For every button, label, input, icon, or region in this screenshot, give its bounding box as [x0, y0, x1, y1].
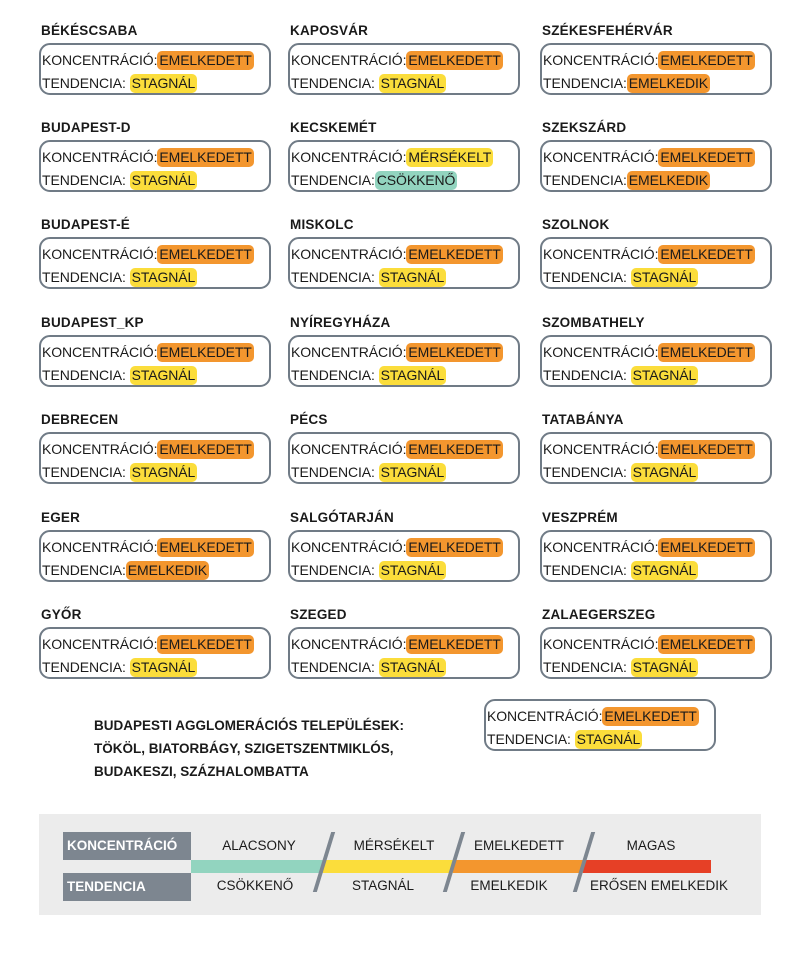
- trend-label: TENDENCIA:: [291, 75, 375, 91]
- trend-badge: STAGNÁL: [380, 659, 445, 675]
- trend-label: TENDENCIA:: [291, 172, 375, 188]
- status-box: [288, 43, 520, 95]
- concentration-row: [42, 633, 269, 656]
- concentration-label: KONCENTRÁCIÓ:: [42, 149, 158, 165]
- status-box: [39, 432, 271, 484]
- trend-row: [543, 72, 770, 95]
- concentration-badge: EMELKEDETT: [408, 344, 501, 360]
- concentration-badge: EMELKEDETT: [159, 441, 252, 457]
- trend-row: [543, 656, 770, 679]
- status-box: [288, 530, 520, 582]
- trend-badge: CSÖKKENŐ: [376, 172, 456, 188]
- city-name: MISKOLC: [290, 217, 354, 232]
- legend-trend-header: TENDENCIA: [63, 873, 191, 901]
- city-name: TATABÁNYA: [542, 412, 624, 427]
- city-card: [39, 119, 275, 192]
- concentration-row: [291, 243, 518, 266]
- concentration-badge: EMELKEDETT: [660, 441, 753, 457]
- concentration-row: [543, 243, 770, 266]
- concentration-badge: EMELKEDETT: [159, 149, 252, 165]
- concentration-badge: EMELKEDETT: [408, 636, 501, 652]
- concentration-label: KONCENTRÁCIÓ:: [543, 52, 659, 68]
- city-card: [288, 606, 524, 679]
- trend-label: TENDENCIA:: [543, 464, 627, 480]
- city-name: SZOLNOK: [542, 217, 610, 232]
- concentration-row: [291, 438, 518, 461]
- city-name: SZEGED: [290, 607, 347, 622]
- city-name: EGER: [41, 510, 81, 525]
- trend-label: TENDENCIA:: [543, 659, 627, 675]
- trend-row: [42, 656, 269, 679]
- trend-row: [42, 72, 269, 95]
- city-card: [39, 606, 275, 679]
- city-name: SZÉKESFEHÉRVÁR: [542, 23, 673, 38]
- status-box: [288, 627, 520, 679]
- city-name: VESZPRÉM: [542, 510, 618, 525]
- trend-label: TENDENCIA:: [543, 562, 627, 578]
- trend-row: [42, 559, 269, 582]
- concentration-label: KONCENTRÁCIÓ:: [42, 344, 158, 360]
- trend-label: TENDENCIA:: [42, 367, 126, 383]
- trend-row: [291, 266, 518, 289]
- concentration-row: [42, 438, 269, 461]
- legend-trend-high: ERŐSEN EMELKEDIK: [589, 878, 729, 893]
- status-box: [540, 237, 772, 289]
- agglomeration-description: [94, 714, 404, 783]
- concentration-label: KONCENTRÁCIÓ:: [543, 539, 659, 555]
- trend-badge: STAGNÁL: [380, 562, 445, 578]
- trend-badge: STAGNÁL: [576, 731, 641, 747]
- status-box: [288, 335, 520, 387]
- trend-badge: STAGNÁL: [131, 172, 196, 188]
- trend-row: [291, 364, 518, 387]
- trend-row: [543, 559, 770, 582]
- concentration-row: [291, 49, 518, 72]
- trend-label: TENDENCIA:: [42, 269, 126, 285]
- status-box: [39, 627, 271, 679]
- trend-label: TENDENCIA:: [42, 75, 126, 91]
- trend-label: TENDENCIA:: [543, 269, 627, 285]
- trend-badge: STAGNÁL: [131, 269, 196, 285]
- concentration-row: [42, 49, 269, 72]
- legend-bar-low: [191, 860, 323, 873]
- city-name: SALGÓTARJÁN: [290, 510, 394, 525]
- concentration-badge: EMELKEDETT: [159, 52, 252, 68]
- concentration-badge: EMELKEDETT: [159, 539, 252, 555]
- legend-bar-high: [583, 860, 711, 873]
- city-card: [288, 509, 524, 582]
- trend-badge: EMELKEDIK: [628, 75, 709, 91]
- legend-trend-low: CSÖKKENŐ: [216, 878, 294, 893]
- trend-badge: STAGNÁL: [131, 367, 196, 383]
- city-card: [540, 314, 776, 387]
- city-name: GYŐR: [41, 607, 82, 622]
- concentration-badge: EMELKEDETT: [408, 441, 501, 457]
- concentration-badge: EMELKEDETT: [660, 636, 753, 652]
- city-name: ZALAEGERSZEG: [542, 607, 656, 622]
- status-box: [39, 237, 271, 289]
- concentration-badge: EMELKEDETT: [660, 344, 753, 360]
- legend-trend-elevated: EMELKEDIK: [470, 878, 548, 893]
- city-card: [288, 22, 524, 95]
- concentration-badge: EMELKEDETT: [660, 246, 753, 262]
- city-card: [288, 216, 524, 289]
- trend-badge: STAGNÁL: [131, 75, 196, 91]
- trend-label: TENDENCIA:: [42, 464, 126, 480]
- agglomeration-line: BUDAPESTI AGGLOMERÁCIÓS TELEPÜLÉSEK:: [94, 718, 405, 733]
- city-card: [540, 509, 776, 582]
- concentration-label: KONCENTRÁCIÓ:: [42, 246, 158, 262]
- concentration-badge: EMELKEDETT: [604, 708, 697, 724]
- concentration-label: KONCENTRÁCIÓ:: [543, 246, 659, 262]
- trend-row: [543, 364, 770, 387]
- trend-badge: STAGNÁL: [131, 464, 196, 480]
- concentration-label: KONCENTRÁCIÓ:: [543, 344, 659, 360]
- concentration-label: KONCENTRÁCIÓ:: [42, 636, 158, 652]
- city-name: BUDAPEST-D: [41, 120, 131, 135]
- trend-row: [291, 656, 518, 679]
- trend-badge: STAGNÁL: [380, 75, 445, 91]
- city-name: KECSKEMÉT: [290, 120, 377, 135]
- legend-concentration-low: ALACSONY: [222, 838, 296, 853]
- trend-label: TENDENCIA:: [291, 367, 375, 383]
- trend-badge: EMELKEDIK: [628, 172, 709, 188]
- city-name: NYÍREGYHÁZA: [290, 315, 391, 330]
- city-card: [540, 119, 776, 192]
- concentration-label: KONCENTRÁCIÓ:: [487, 708, 603, 724]
- concentration-row: [543, 633, 770, 656]
- trend-label: TENDENCIA:: [291, 562, 375, 578]
- status-box: [288, 140, 520, 192]
- trend-row: [42, 364, 269, 387]
- city-card: [288, 411, 524, 484]
- trend-row: [291, 72, 518, 95]
- city-card: [39, 22, 275, 95]
- city-card: [39, 509, 275, 582]
- concentration-label: KONCENTRÁCIÓ:: [42, 52, 158, 68]
- concentration-row: [291, 341, 518, 364]
- status-box: [540, 432, 772, 484]
- concentration-label: KONCENTRÁCIÓ:: [291, 246, 407, 262]
- concentration-label: KONCENTRÁCIÓ:: [291, 441, 407, 457]
- concentration-badge: EMELKEDETT: [660, 539, 753, 555]
- concentration-badge: EMELKEDETT: [159, 344, 252, 360]
- trend-badge: STAGNÁL: [632, 464, 697, 480]
- city-name: BÉKÉSCSABA: [41, 23, 138, 38]
- city-name: SZEKSZÁRD: [542, 120, 627, 135]
- concentration-badge: EMELKEDETT: [159, 636, 252, 652]
- trend-badge: STAGNÁL: [380, 367, 445, 383]
- concentration-row: [291, 633, 518, 656]
- trend-label: TENDENCIA:: [291, 659, 375, 675]
- concentration-row: [543, 146, 770, 169]
- concentration-label: KONCENTRÁCIÓ:: [291, 636, 407, 652]
- concentration-label: KONCENTRÁCIÓ:: [291, 52, 407, 68]
- trend-row: [42, 169, 269, 192]
- trend-badge: STAGNÁL: [632, 367, 697, 383]
- trend-row: [487, 728, 714, 751]
- status-box: [540, 140, 772, 192]
- status-box: [288, 432, 520, 484]
- trend-label: TENDENCIA:: [291, 464, 375, 480]
- concentration-label: KONCENTRÁCIÓ:: [42, 539, 158, 555]
- legend-bar-moderate: [323, 860, 453, 873]
- concentration-row: [487, 705, 714, 728]
- city-card: [39, 314, 275, 387]
- status-box: [540, 530, 772, 582]
- trend-badge: STAGNÁL: [632, 659, 697, 675]
- status-box: [540, 335, 772, 387]
- city-card: [540, 411, 776, 484]
- trend-label: TENDENCIA:: [487, 731, 571, 747]
- trend-badge: STAGNÁL: [131, 659, 196, 675]
- trend-label: TENDENCIA:: [543, 172, 627, 188]
- concentration-row: [42, 243, 269, 266]
- trend-label: TENDENCIA:: [291, 269, 375, 285]
- trend-row: [291, 169, 518, 192]
- city-name: PÉCS: [290, 412, 328, 427]
- city-name: BUDAPEST-É: [41, 217, 131, 232]
- concentration-row: [291, 146, 518, 169]
- trend-row: [291, 559, 518, 582]
- concentration-badge: EMELKEDETT: [408, 52, 501, 68]
- city-name: DEBRECEN: [41, 412, 119, 427]
- legend-concentration-moderate: MÉRSÉKELT: [353, 838, 435, 853]
- city-card: [288, 119, 524, 192]
- concentration-row: [42, 536, 269, 559]
- status-box: [39, 530, 271, 582]
- legend: [39, 814, 761, 915]
- concentration-row: [42, 341, 269, 364]
- trend-label: TENDENCIA:: [42, 562, 126, 578]
- city-card: [540, 22, 776, 95]
- city-card: [39, 216, 275, 289]
- trend-row: [42, 461, 269, 484]
- trend-label: TENDENCIA:: [42, 172, 126, 188]
- concentration-label: KONCENTRÁCIÓ:: [291, 344, 407, 360]
- concentration-badge: EMELKEDETT: [660, 149, 753, 165]
- legend-concentration-high: MAGAS: [626, 838, 676, 853]
- concentration-label: KONCENTRÁCIÓ:: [543, 636, 659, 652]
- concentration-row: [543, 536, 770, 559]
- trend-row: [42, 266, 269, 289]
- concentration-label: KONCENTRÁCIÓ:: [42, 441, 158, 457]
- legend-concentration-header: KONCENTRÁCIÓ: [63, 832, 191, 860]
- trend-badge: STAGNÁL: [632, 562, 697, 578]
- concentration-badge: EMELKEDETT: [159, 246, 252, 262]
- concentration-label: KONCENTRÁCIÓ:: [291, 539, 407, 555]
- status-box: [484, 699, 716, 751]
- status-box: [39, 140, 271, 192]
- trend-badge: STAGNÁL: [632, 269, 697, 285]
- trend-row: [543, 169, 770, 192]
- city-name: BUDAPEST_KP: [41, 315, 144, 330]
- legend-trend-moderate: STAGNÁL: [351, 878, 414, 893]
- status-box: [540, 43, 772, 95]
- status-box: [540, 627, 772, 679]
- concentration-badge: EMELKEDETT: [660, 52, 753, 68]
- trend-label: TENDENCIA:: [42, 659, 126, 675]
- city-card: [288, 314, 524, 387]
- trend-label: TENDENCIA:: [543, 367, 627, 383]
- concentration-row: [543, 341, 770, 364]
- concentration-label: KONCENTRÁCIÓ:: [543, 149, 659, 165]
- city-card: [39, 411, 275, 484]
- trend-badge: STAGNÁL: [380, 269, 445, 285]
- concentration-row: [543, 438, 770, 461]
- city-card: [540, 606, 776, 679]
- concentration-row: [543, 49, 770, 72]
- legend-bar-elevated: [453, 860, 583, 873]
- trend-label: TENDENCIA:: [543, 75, 627, 91]
- concentration-badge: EMELKEDETT: [408, 246, 501, 262]
- status-box: [39, 43, 271, 95]
- agglomeration-card: [484, 696, 720, 751]
- concentration-badge: EMELKEDETT: [408, 539, 501, 555]
- concentration-label: KONCENTRÁCIÓ:: [291, 149, 407, 165]
- concentration-badge: MÉRSÉKELT: [408, 149, 492, 165]
- trend-badge: EMELKEDIK: [127, 562, 208, 578]
- city-card: [540, 216, 776, 289]
- status-box: [39, 335, 271, 387]
- trend-row: [291, 461, 518, 484]
- status-box: [288, 237, 520, 289]
- agglomeration-line: BUDAKESZI, SZÁZHALOMBATTA: [94, 764, 309, 779]
- city-name: KAPOSVÁR: [290, 23, 369, 38]
- concentration-row: [42, 146, 269, 169]
- trend-row: [543, 461, 770, 484]
- trend-badge: STAGNÁL: [380, 464, 445, 480]
- trend-row: [543, 266, 770, 289]
- concentration-label: KONCENTRÁCIÓ:: [543, 441, 659, 457]
- legend-concentration-elevated: EMELKEDETT: [473, 838, 565, 853]
- city-name: SZOMBATHELY: [542, 315, 645, 330]
- agglomeration-line: TÖKÖL, BIATORBÁGY, SZIGETSZENTMIKLÓS,: [94, 741, 394, 756]
- concentration-row: [291, 536, 518, 559]
